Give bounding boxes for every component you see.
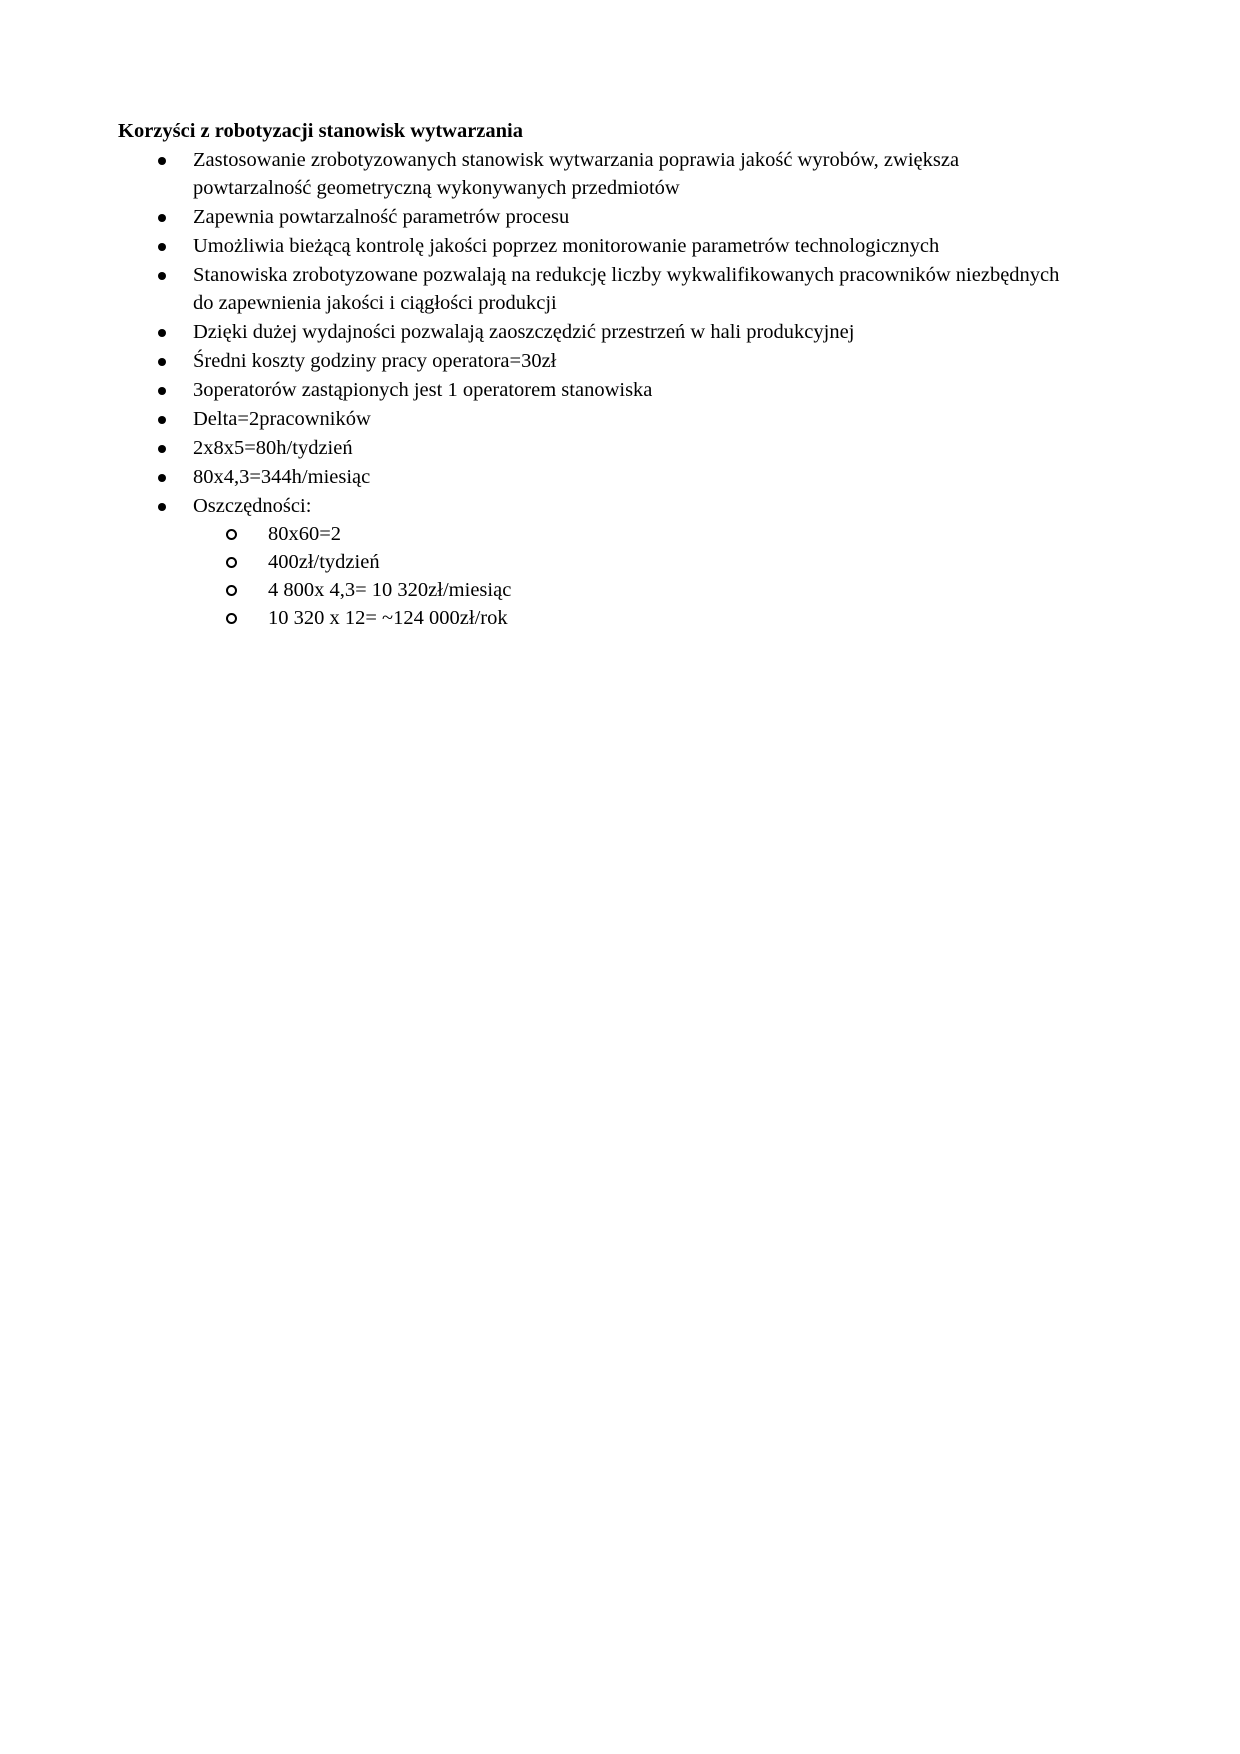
list-item [118,318,1078,346]
list-item-text: Zapewnia powtarzalność parametrów procesu [193,206,570,228]
list-item [118,405,1078,433]
document-title: Korzyści z robotyzacji stanowisk wytwarzania [118,120,524,142]
list-item-text: 80x4,3=344h/miesiąc [193,466,371,488]
list-item [118,146,1078,202]
list-item [118,261,1078,317]
list-item-text: Delta=2pracowników [193,408,371,430]
bullet-icon [158,503,166,511]
sub-list-item-text: 400zł/tydzień [268,551,380,573]
sub-list-item-text: 80x60=2 [268,523,342,545]
list-item [118,376,1078,404]
list-item-text: 3operatorów zastąpionych jest 1 operatorem stanowiska [193,379,653,401]
bullet-icon [158,387,166,395]
list-item-text: Umożliwia bieżącą kontrolę jakości poprzez monitorowanie parametrów technologicznych [193,235,940,257]
sub-list-item-text: 10 320 x 12= ~124 000zł/rok [268,607,508,629]
bullet-icon [158,157,166,165]
circle-bullet-icon [226,529,237,540]
sub-list-item [118,548,1078,576]
list-item [118,347,1078,375]
list-item-text: 2x8x5=80h/tydzień [193,437,353,459]
circle-bullet-icon [226,557,237,568]
bullet-icon [158,445,166,453]
list-item-text: Oszczędności: [193,495,312,517]
sub-list-item [118,576,1078,604]
list-item-text: Zastosowanie zrobotyzowanych stanowisk wytwarzania poprawia jakość wyrobów, zwiększa powtarzalność geometryczną wykonywanych przedmiotów [193,149,960,199]
list-item-text: Średni koszty godziny pracy operatora=30zł [193,350,557,372]
sub-list-item [118,604,1078,632]
bullet-icon [158,416,166,424]
savings-sublist [118,520,1078,632]
document-body [118,116,1078,633]
bullet-icon [158,214,166,222]
bullet-list [118,146,1078,632]
bullet-icon [158,358,166,366]
sub-list-item-text: 4 800x 4,3= 10 320zł/miesiąc [268,579,512,601]
list-item-text: Dzięki dużej wydajności pozwalają zaoszczędzić przestrzeń w hali produkcyjnej [193,321,855,343]
list-item-savings [118,492,1078,632]
bullet-icon [158,474,166,482]
sub-list-item [118,520,1078,548]
bullet-icon [158,272,166,280]
list-item [118,232,1078,260]
list-item [118,203,1078,231]
list-item [118,434,1078,462]
bullet-icon [158,243,166,251]
circle-bullet-icon [226,613,237,624]
list-item [118,463,1078,491]
bullet-icon [158,329,166,337]
list-item-text: Stanowiska zrobotyzowane pozwalają na redukcję liczby wykwalifikowanych pracowników niezbędnych do zapewnienia jakości i ciągłości produkcji [193,264,1060,314]
circle-bullet-icon [226,585,237,596]
